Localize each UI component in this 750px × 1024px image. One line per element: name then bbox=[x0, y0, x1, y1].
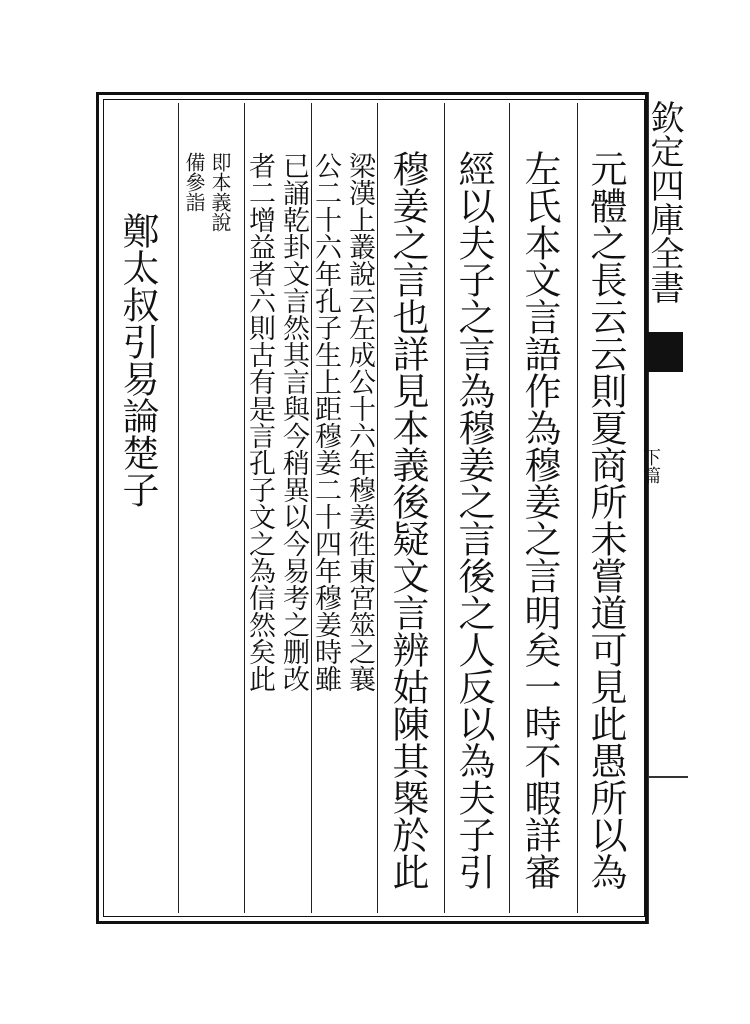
text-column-3: 經以夫子之言為穆姜之言後之人反以為夫子引 bbox=[452, 150, 495, 890]
text-column-4: 穆姜之言也詳見本義後疑文言辨姑陳其槩於此 bbox=[386, 150, 429, 890]
note-column-1: 梁漢上叢說云左成公十六年穆姜徃東宮筮之襄 bbox=[344, 152, 375, 692]
note-column-4: 者二增益者六則古有是言孔子文之為信然矣此 bbox=[244, 152, 275, 692]
section-heading: 鄭太叔引易論楚子 bbox=[116, 212, 159, 508]
margin-tick bbox=[648, 776, 688, 778]
column-rule bbox=[577, 103, 578, 913]
note-column-6: 備參詣 bbox=[182, 152, 206, 212]
text-column-2: 左氏本文言語作為穆姜之言明矣一時不暇詳審 bbox=[518, 150, 561, 890]
fishtail-mark bbox=[645, 332, 683, 372]
text-column-1: 元體之長云云則夏商所未嘗道可見此愚所以為 bbox=[584, 150, 627, 890]
note-column-3: 已誦乾卦文言然其言與今稍異以今易考之删改 bbox=[278, 152, 309, 692]
column-rule bbox=[377, 103, 378, 913]
column-rule bbox=[178, 103, 179, 913]
column-rule bbox=[444, 103, 445, 913]
note-column-5: 即本義說 bbox=[208, 152, 232, 232]
note-column-2: 公二十六年孔子生上距穆姜二十四年穆姜時雖 bbox=[310, 152, 341, 692]
section-label: 下篇 bbox=[640, 448, 661, 484]
column-rule bbox=[509, 103, 510, 913]
book-title: 欽定四庫全書 bbox=[644, 100, 684, 304]
